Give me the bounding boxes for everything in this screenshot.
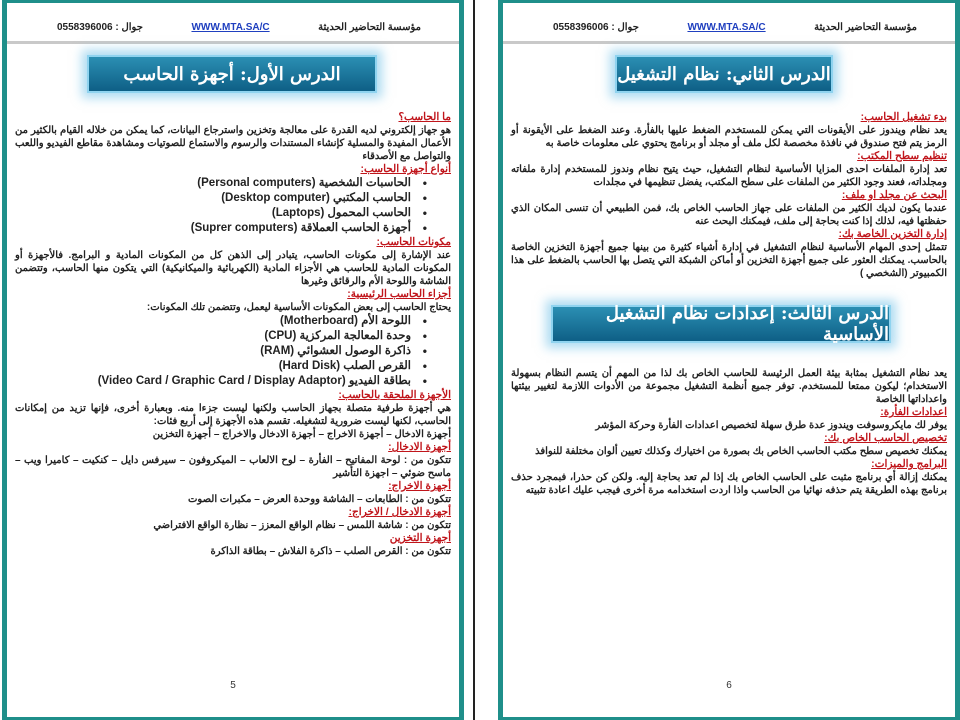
header-url[interactable]: WWW.MTA.SA/C bbox=[191, 21, 270, 33]
section-text: يمكنك إزالة أي برنامج مثبت على الحاسب الخاص بك إذا لم تعد بحاجة إليه. ولكن كن حذرا، فبمجرد حذف برنامج بهذه الطريقة يتم حذفه نهائيا من الحاسب واذا اردت استخدامه مرة أخرى فيجب عليك اعادة تثبيته bbox=[511, 472, 947, 496]
section-text: هي أجهزة طرفية متصلة بجهاز الحاسب ولكنها ليست جزءا منه. وبعبارة أخرى، فإنها تزيد من إمكانات الحاسب، لكنها ليست ضرورية لتشغيله. تقسم هذه الأجهزة إلى أربع فئات: bbox=[15, 403, 451, 427]
lesson-title-banner bbox=[551, 305, 891, 343]
section-text: يمكنك تخصيص سطح مكتب الحاسب الخاص بك بصورة من اختيارك وكذلك تعيين ألوان مختلفة للنوافذ bbox=[535, 446, 947, 457]
section-text: أجهزة الادخال – أجهزة الاخراج – أجهزة الادخال والاخراج – أجهزة التخزين bbox=[152, 429, 451, 440]
computer-types-list bbox=[15, 176, 451, 236]
header-url[interactable]: WWW.MTA.SA/C bbox=[687, 21, 766, 33]
section-heading: الأجهزة الملحقة بالحاسب: bbox=[338, 389, 451, 401]
header-org: مؤسسة التحاضير الحديثة bbox=[318, 21, 421, 33]
section-heading: أجهزة الاخراج: bbox=[388, 480, 451, 492]
page-number: 6 bbox=[726, 680, 732, 691]
section-heading: ما الحاسب؟ bbox=[398, 111, 451, 123]
section-heading: إدارة التخزين الخاصة بك: bbox=[838, 228, 947, 240]
lesson-content bbox=[511, 367, 947, 497]
section-heading: أجهزة التخزين bbox=[389, 532, 451, 544]
lesson-title: الدرس الثالث: إعدادات نظام التشغيل الأساسية bbox=[605, 303, 889, 345]
section-text: يعد نظام التشغيل بمثابة بيئة العمل الرئيسة للحاسب الخاص بك لذا من المهم أن يتسم النظام بسهولة الاستخدام؛ ليكون ممتعا للمستخدم. توفر جميع أنظمة التشغيل مجموعة من الأدوات اللازمة لتغيير بيئتها واعداداتها الخاصة bbox=[511, 368, 947, 405]
header-org: مؤسسة التحاضير الحديثة bbox=[814, 21, 917, 33]
lesson-title-banner bbox=[615, 55, 833, 93]
lesson-title: الدرس الثاني: نظام التشغيل bbox=[617, 63, 831, 85]
section-text: يوفر لك مايكروسوفت ويندوز عدة طرق سهلة لتخصيص اعدادات الفأرة وحركة المؤشر bbox=[595, 420, 947, 431]
list-item: • أجهزة الحاسب العملاقة (Suprer computers) bbox=[15, 221, 411, 236]
header-divider bbox=[7, 41, 459, 44]
section-heading: أجزاء الحاسب الرئيسية: bbox=[347, 288, 451, 300]
section-heading: أجهزة الادخال: bbox=[388, 441, 451, 453]
section-heading: تخصيص الحاسب الخاص بك: bbox=[824, 432, 947, 444]
section-heading: أنواع أجهزة الحاسب: bbox=[360, 163, 451, 175]
list-item: • وحدة المعالجة المركزية (CPU) bbox=[15, 329, 411, 344]
section-heading: بدء تشغيل الحاسب: bbox=[860, 111, 947, 123]
section-heading: مكونات الحاسب: bbox=[376, 236, 451, 248]
section-text: عندما يكون لديك الكثير من الملفات على جهاز الحاسب الخاص بك، فمن الطبيعي أن تنسى المكان الذي حفظتها فيه، لذلك إذا كنت بحاجة إلى ملف، فيمكنك البحث عنه bbox=[511, 203, 947, 227]
section-text: تتمثل إحدى المهام الأساسية لنظام التشغيل في إدارة أشياء كثيرة من بينها جميع أجهزة التخزين الخاصة بالحاسب. يمكنك العثور على جميع أجهزة التخزين أو أماكن الشبكة التي يتصل بها الحاسب بالضغط على هذا الكمبيوتر (الشخصي ) bbox=[511, 242, 947, 279]
section-text: يحتاج الحاسب إلى بعض المكونات الأساسية ليعمل، وتتضمن تلك المكونات: bbox=[146, 302, 451, 313]
section-text: يعد نظام ويندوز على الأيقونات التي يمكن للمستخدم الضغط عليها بالفأرة. وعند الضغط على الأيقونة أو الرمز يتم فتح صندوق في نافذة مخصصة لكل ملف أو مجلد أو برنامج يحتوي على معلومات خاصة به bbox=[511, 125, 947, 149]
section-heading: أجهزة الادخال / الاخراج: bbox=[348, 506, 451, 518]
list-item: • اللوحة الأم (Motherboard) bbox=[15, 314, 411, 329]
header-phone: جوال : 0558396006 bbox=[553, 21, 639, 33]
section-text: تتكون من : الطابعات – الشاشة ووحدة العرض – مكبرات الصوت bbox=[188, 494, 451, 505]
page-left bbox=[2, 0, 464, 720]
section-heading: البرامج والميزات: bbox=[871, 458, 947, 470]
section-heading: تنظيم سطح المكتب: bbox=[857, 150, 947, 162]
section-heading: اعدادات الفأرة: bbox=[880, 406, 947, 418]
section-text: تتكون من : شاشة اللمس – نظام الواقع المعزز – نظارة الواقع الافتراضي bbox=[153, 520, 451, 531]
section-text: تعد إدارة الملفات احدى المزايا الأساسية لنظام التشغيل، حيث يتيح نظام وندوز للمستخدم إدارة ملفاته ومجلداته، فعند وجود الكثير من الملفات على سطح المكتب، يفضل تنظيمها في مجلدات bbox=[511, 164, 947, 188]
list-item: • الحاسبات الشخصية (Personal computers) bbox=[15, 176, 411, 191]
section-text: تتكون من : القرص الصلب – ذاكرة الفلاش – بطاقة الذاكرة bbox=[210, 546, 451, 557]
section-heading: البحث عن مجلد او ملف: bbox=[841, 189, 947, 201]
page-header bbox=[7, 11, 459, 43]
page-number: 5 bbox=[230, 680, 236, 691]
lesson-content bbox=[15, 111, 451, 558]
main-parts-list bbox=[15, 314, 451, 389]
list-item: • القرص الصلب (Hard Disk) bbox=[15, 359, 411, 374]
page-right bbox=[498, 0, 960, 720]
section-text: عند الإشارة إلى مكونات الحاسب، يتبادر إلى الذهن كل من المكونات المادية و البرامج. فالأجهزة أو المكونات المادية للحاسب هي الأجزاء المادية (الكهربائية والميكانيكية) التي يتكون منها الحاسب، وتتضمن الشاشة واللوحة الأم والرقائق وغيرها bbox=[15, 250, 451, 287]
section-text: هو جهاز إلكتروني لديه القدرة على معالجة وتخزين واسترجاع البيانات، كما يمكن من خلاله القيام بالكثير من الأعمال المفيدة والمسلية كإنشاء المستندات والرسوم والاستماع للصوتيات ومشاهدة مقاطع الفيديو واللعب والتواصل مع الأصدقاء bbox=[15, 125, 451, 162]
list-item: • الحاسب المحمول (Laptops) bbox=[15, 206, 411, 221]
lesson-content bbox=[511, 111, 947, 280]
header-phone: جوال : 0558396006 bbox=[57, 21, 143, 33]
page-gutter bbox=[473, 0, 475, 720]
section-text: تتكون من : لوحة المفاتيح – الفأرة – لوح الالعاب – الميكروفون – سيرفس دايل – كنكيت – كاميرا ويب – ماسح ضوئي – اجهزة التأشير bbox=[15, 455, 451, 479]
page-header bbox=[503, 11, 955, 43]
lesson-title-banner bbox=[87, 55, 377, 93]
lesson-title: الدرس الأول: أجهزة الحاسب bbox=[123, 63, 341, 85]
list-item: • ذاكرة الوصول العشوائي (RAM) bbox=[15, 344, 411, 359]
header-divider bbox=[503, 41, 955, 44]
list-item: • الحاسب المكتبي (Desktop computer) bbox=[15, 191, 411, 206]
list-item: • بطاقة الفيديو (Video Card / Graphic Card / Display Adaptor) bbox=[15, 374, 411, 389]
